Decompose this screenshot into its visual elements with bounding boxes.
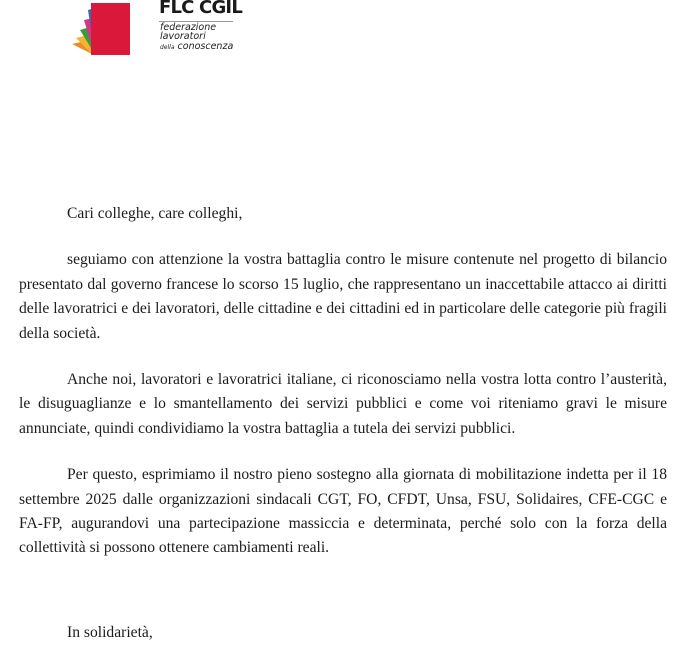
flc-cgil-logo [60,0,240,58]
logo-subtitle-line1: federazione [160,22,217,33]
logo-subtitle-main: conoscenza [177,41,234,52]
logo-title: FLC CGIL [159,0,242,18]
logo-subtitle-prefix: della [160,44,175,51]
letter-paragraph-1: seguiamo con attenzione la vostra battaglia contro le misure contenute nel progetto di bilancio presentato dal governo francese lo scorso 15 luglio, che rappresentano un inaccettabile attacco ai diritti delle lavoratrici e dei lavoratori, delle cittadine e dei cittadini ed in particolare delle categorie più fragili della società. [19,251,667,342]
letter-body [19,202,667,583]
logo-subtitle-line3 [160,42,233,53]
letter-greeting: Cari colleghe, care colleghi, [67,205,243,222]
letter-paragraph-3: Per questo, esprimiamo il nostro pieno sostegno alla giornata di mobilitazione indetta per il 18 settembre 2025 dalle organizzazioni sindacali CGT, FO, CFDT, Unsa, FSU, Solidaires, CFE-CGC e FA-FP, augurandovi una partecipazione massiccia e determinata, perché solo con la forza della collettività si possono ottenere cambiamenti reali. [19,466,667,557]
logo-mark-icon [60,0,132,58]
letter-paragraph-2: Anche noi, lavoratori e lavoratrici italiane, ci riconosciamo nella vostra lotta contro l’austerità, le disuguaglianze e lo smantellamento dei servizi pubblici e come voi riteniamo gravi le misure annunciate, quindi condividiamo la vostra battaglia a tutela dei servizi pubblici. [19,371,667,437]
logo-red-square [91,3,130,55]
letter-closing: In solidarietà, [67,624,153,641]
logo-subtitle-line2: lavoratori [160,31,206,42]
